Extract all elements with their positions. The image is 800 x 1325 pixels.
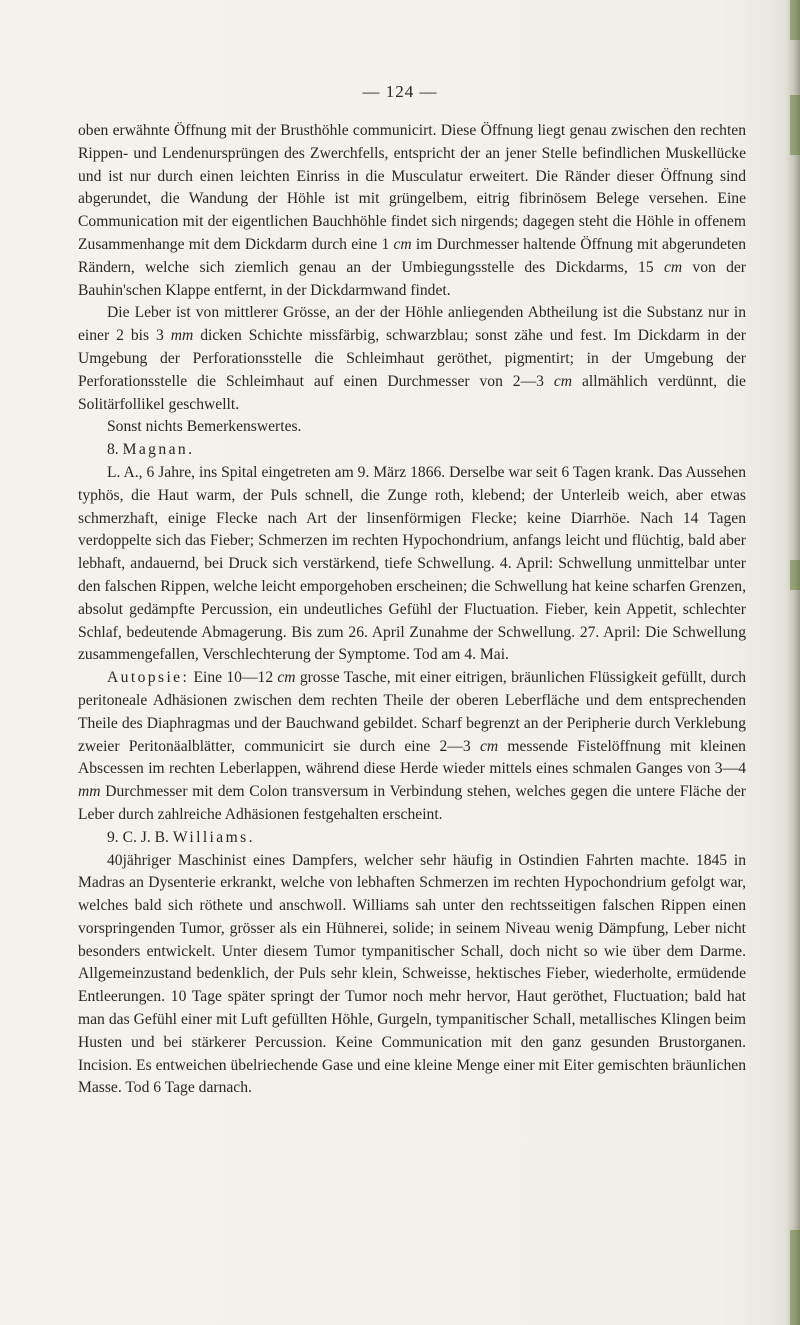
paragraph bbox=[78, 302, 746, 416]
body-text bbox=[78, 120, 746, 1100]
text-run: messende Fistelöffnung mit kleinen Abscessen im rechten Leberlappen, während diese Herde wieder mittels eines schmalen Ganges von 3—4 bbox=[78, 737, 746, 778]
text-run: 40jähriger Maschinist eines Dampfers, welcher sehr häufig in Ostindien Fahrten machte. 1845 in Madras an Dysenterie erkrankt, welche von lebhaften Schmerzen im rechten Hypochondrium gefolgt war, welches bald sich röthete und anschwoll. Williams sah unter den rechtsseitigen falschen Rippen einen vorspringenden Tumor, grösser als ein Hühnerei, solide; in seinem Niveau wenig Dämpfung, Leber nicht besonders entwickelt. Unter diesem Tumor tympanitischer Schall, doch nicht so wie über dem Darme. Allgemeinzustand bedenklich, der Puls sehr klein, Schweisse, hektisches Fieber, wiederholte, ermüdende Entleerungen. 10 Tage später springt der Tumor noch mehr hervor, Haut geröthet, Fluctuation; bald hat man das Gefühl einer mit Luft gefüllten Höhle, Gurgeln, tympanitischer Schall, metallisches Klingen beim Husten und bei stärkerer Percussion. Keine Communication mit den ganz gesunden Brustorganen. Incision. Es entweichen übelriechende Gase und eine kleine Menge einer mit Eiter gemischten bräunlichen Masse. Tod 6 Tage darnach. bbox=[78, 851, 746, 1097]
page-edge-shadow bbox=[786, 0, 800, 1325]
spaced-name: Williams. bbox=[172, 828, 255, 846]
unit-text: mm bbox=[170, 327, 194, 345]
paragraph bbox=[78, 827, 746, 850]
paragraph bbox=[78, 667, 746, 827]
text-run: grosse Tasche, mit einer eitrigen, bräunlichen Flüssigkeit gefüllt, durch peritoneale Adhäsionen zwischen dem rechten Theile der oberen Leberfläche und dem entsprechenden Theile des Diaphragmas und der Bauchwand gebildet. Scharf begrenzt an der Peripherie durch Verklebung zweier Peritonäalblätter, communicirt sie durch eine 2—3 bbox=[78, 669, 746, 755]
text-run: L. A., 6 Jahre, ins Spital eingetreten am 9. März 1866. Derselbe war seit 6 Tagen krank. Das Aussehen typhös, die Haut warm, der Puls schnell, die Zunge roth, klebend; der Unterleib weich, aber etwas schmerzhaft, einige Flecke nach Art der linsenförmigen Flecke; keine Diarrhöe. Nach 14 Tagen verdoppelte sich das Fieber; Schmerzen im rechten Hypochondrium, anfangs leicht und flüchtig, bald aber lebhaft, andauernd, bei Druck sich verstärkend, tiefe Schwellung. 4. April: Schwellung unmittelbar unter den falschen Rippen, welche leicht emporgehoben erscheinen; die Schwellung hat keine scharfen Grenzen, absolut gedämpfte Percussion, ein undeutliches Gefühl der Fluctuation. Fieber, kein Appetit, schlechter Schlaf, bedeutende Abmagerung. Bis zum 26. April Zunahme der Schwellung. 27. April: Die Schwellung zusammengefallen, Verschlechterung der Symptome. Tod am 4. Mai. bbox=[78, 463, 746, 664]
page-edge-stain bbox=[790, 560, 800, 590]
text-run: Eine 10—12 bbox=[189, 669, 278, 687]
text-run: Durchmesser mit dem Colon transversum in Verbindung stehen, welches gegen die untere Fläche der Leber durch zahlreiche Adhäsionen festgehalten erscheint. bbox=[78, 783, 746, 823]
unit-text: mm bbox=[78, 783, 101, 801]
text-run: von der Bauhin'schen Klappe entfernt, in der Dickdarmwand findet. bbox=[78, 258, 746, 299]
text-run: allmählich verdünnt, die Solitärfollikel geschwellt. bbox=[78, 372, 746, 413]
paragraph bbox=[78, 416, 746, 439]
text-run: 9. C. J. B. bbox=[107, 828, 173, 846]
text-run: oben erwähnte Öffnung mit der Brusthöhle communicirt. Diese Öffnung liegt genau zwischen den rechten Rippen- und Lendenursprüngen des Zwerchfells, entspricht der an jener Stelle befindlichen Muskellücke und ist nur durch einen leichten Einriss in die Musculatur erweitert. Die Ränder dieser Öffnung sind abgerundet, die Wandung der Höhle ist mit grüngelbem, eitrig fibrinösem Belege versehen. Eine Communication mit der eigentlichen Bauchhöhle findet sich nirgends; dagegen steht die Höhle in offenem Zusammenhange mit dem Dickdarm durch eine 1 bbox=[78, 122, 746, 253]
text-run: dicken Schichte missfärbig, schwarzblau; sonst zähe und fest. Im Dickdarm in der Umgebung der Perforationsstelle die Schleimhaut geröthet, pigmentirt; in der Umgebung der Perforationsstelle die Schleimhaut auf einen Durchmesser von 2—3 bbox=[78, 327, 746, 390]
unit-text: cm bbox=[277, 669, 296, 687]
spaced-name: Autopsie: bbox=[107, 669, 190, 687]
page-edge-stain bbox=[790, 1230, 800, 1325]
paragraph bbox=[78, 120, 746, 302]
spaced-name: Magnan. bbox=[122, 441, 195, 459]
unit-text: cm bbox=[479, 737, 499, 755]
unit-text: cm bbox=[393, 235, 412, 253]
page-number: — 124 — bbox=[362, 82, 438, 101]
text-run: Sonst nichts Bemerkenswertes. bbox=[107, 418, 302, 436]
page-edge-stain bbox=[790, 0, 800, 40]
paragraph bbox=[78, 850, 746, 1101]
text-run: im Durchmesser haltende Öffnung mit abgerundeten Rändern, welche sich ziemlich genau an der Umbiegungsstelle des Dickdarms, 15 bbox=[78, 235, 747, 276]
unit-text: cm bbox=[553, 372, 573, 390]
paragraph bbox=[78, 439, 746, 462]
page-edge-stain bbox=[790, 95, 800, 155]
text-run: 8. bbox=[107, 441, 123, 459]
text-run: Die Leber ist von mittlerer Grösse, an der der Höhle anliegenden Abtheilung ist die Substanz nur in einer 2 bis 3 bbox=[78, 304, 746, 345]
unit-text: cm bbox=[663, 258, 683, 276]
paragraph bbox=[78, 462, 746, 667]
